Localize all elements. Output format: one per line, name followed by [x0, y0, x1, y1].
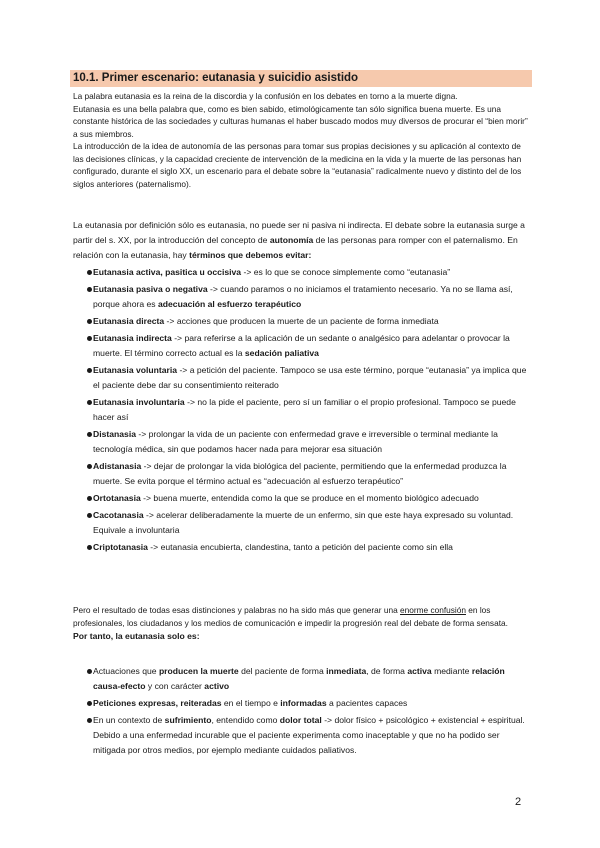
- bullet-icon: [87, 701, 92, 706]
- definition-paragraph: [73, 218, 533, 263]
- list-item: En un contexto de sufrimiento, entendido como dolor total -> dolor físico + psicológico + existencial + espiritual. Debido a una enfermedad incurable que el paciente experimenta como inaceptable y que no ha podido ser mitigada por otros medios, por ejemplo mediante cuidados paliativos.: [73, 713, 533, 758]
- list-item: Criptotanasia -> eutanasia encubierta, clandestina, tanto a petición del paciente como sin ella: [73, 540, 533, 555]
- list-item: Eutanasia pasiva o negativa -> cuando paramos o no iniciamos el tratamiento necesario. Ya no se llama así, porque ahora es adecuación al esfuerzo terapéutico: [73, 282, 533, 312]
- bullet-icon: [87, 432, 92, 437]
- list-item: Peticiones expresas, reiteradas en el tiempo e informadas a pacientes capaces: [73, 696, 533, 711]
- list-item: Distanasia -> prolongar la vida de un paciente con enfermedad grave e irreversible o terminal mediante la tecnología médica, sin que podamos hacer nada para mejorar esa situación: [73, 427, 533, 457]
- terms-section: [73, 265, 533, 557]
- definition-text-1: La eutanasia por definición sólo es eutanasia, no puede ser ni pasiva ni indirecta. El debate sobre la eutanasia surge a partir del s. XX, por la introducción del concepto de: [73, 220, 525, 245]
- bullet-icon: [87, 496, 92, 501]
- bullet-icon: [87, 513, 92, 518]
- list-item: Ortotanasia -> buena muerte, entendida como la que se produce en el momento biológico adecuado: [73, 491, 533, 506]
- list-item: Cacotanasia -> acelerar deliberadamente la muerte de un enfermo, sin que este haya expresado su voluntad. Equivale a involuntaria: [73, 508, 533, 538]
- definition-bold-1: autonomía: [269, 235, 314, 245]
- bullet-icon: [87, 464, 92, 469]
- terms-list: [73, 265, 533, 555]
- bullet-icon: [87, 270, 92, 275]
- list-item: Actuaciones que producen la muerte del paciente de forma inmediata, de forma activa mediante relación causa-efecto y con carácter activo: [73, 664, 533, 694]
- definition-bold-2: términos que debemos evitar:: [189, 250, 312, 260]
- intro-paragraph-3: La introducción de la idea de autonomía de las personas para tomar sus propias decisiones y su aplicación al contexto de las decisiones clínicas, y la capacidad creciente de intervención de la medicina en la vida y la muerte de las personas han configurado, durante el siglo XX, un escenario para el debate sobre la “eutanasia” radicalmente nuevo y distinto del de los siglos anteriores (paternalismo).: [73, 141, 522, 189]
- definition-text-2: de las personas para romper con el paternalismo. En relación con la eutanasia, hay: [73, 235, 518, 260]
- list-item: Eutanasia directa -> acciones que producen la muerte de un paciente de forma inmediata: [73, 314, 533, 329]
- conclusion-list: [73, 664, 533, 758]
- page-number: 2: [515, 796, 522, 808]
- bullet-icon: [87, 545, 92, 550]
- bullet-icon: [87, 287, 92, 292]
- list-item: Eutanasia voluntaria -> a petición del paciente. Tampoco se usa este término, porque “eutanasia” ya implica que el paciente debe dar su consentimiento reiterado: [73, 363, 533, 393]
- intro-paragraph-2: Eutanasia es una bella palabra que, como es bien sabido, etimológicamente tan sólo significa buena muerte. Es una constante histórica de las sociedades y culturas humanas el haber buscado modos muy diversos de procurar el “bien morir” a sus miembros.: [73, 103, 528, 139]
- bullet-icon: [87, 669, 92, 674]
- conclusion-section: [73, 664, 533, 760]
- intro-paragraph-1: La palabra eutanasia es la reina de la discordia y la confusión en los debates en torno a la muerte digna.: [73, 91, 458, 101]
- bullet-icon: [87, 718, 92, 723]
- result-section: [73, 604, 533, 643]
- result-paragraph: Pero el resultado de todas esas distinciones y palabras no ha sido más que generar una enorme confusión en los profesionales, los ciudadanos y los medios de comunicación e impedir la progresión real del debate de forma sensata.: [73, 605, 508, 628]
- list-item: Eutanasia indirecta -> para referirse a la aplicación de un sedante o analgésico para adelantar o provocar la muerte. El término correcto actual es la sedación paliativa: [73, 331, 533, 361]
- bullet-icon: [87, 400, 92, 405]
- bullet-icon: [87, 336, 92, 341]
- definition-section: [73, 218, 533, 263]
- list-item: Eutanasia involuntaria -> no la pide el paciente, pero sí un familiar o el propio profesional. Tampoco se puede hacer así: [73, 395, 533, 425]
- bullet-icon: [87, 319, 92, 324]
- intro-section: [73, 90, 533, 190]
- section-heading: 10.1. Primer escenario: eutanasia y suicidio asistido: [70, 70, 532, 87]
- list-item: Eutanasia activa, pasitica u occisiva -> es lo que se conoce simplemente como “eutanasia”: [73, 265, 533, 280]
- underlined-phrase: enorme confusión: [400, 605, 466, 615]
- bullet-icon: [87, 368, 92, 373]
- conclusion-label: Por tanto, la eutanasia solo es:: [73, 631, 200, 641]
- list-item: Adistanasia -> dejar de prolongar la vida biológica del paciente, permitiendo que la enfermedad produzca la muerte. Se evita porque el término actual es “adecuación al esfuerzo terapéutico”: [73, 459, 533, 489]
